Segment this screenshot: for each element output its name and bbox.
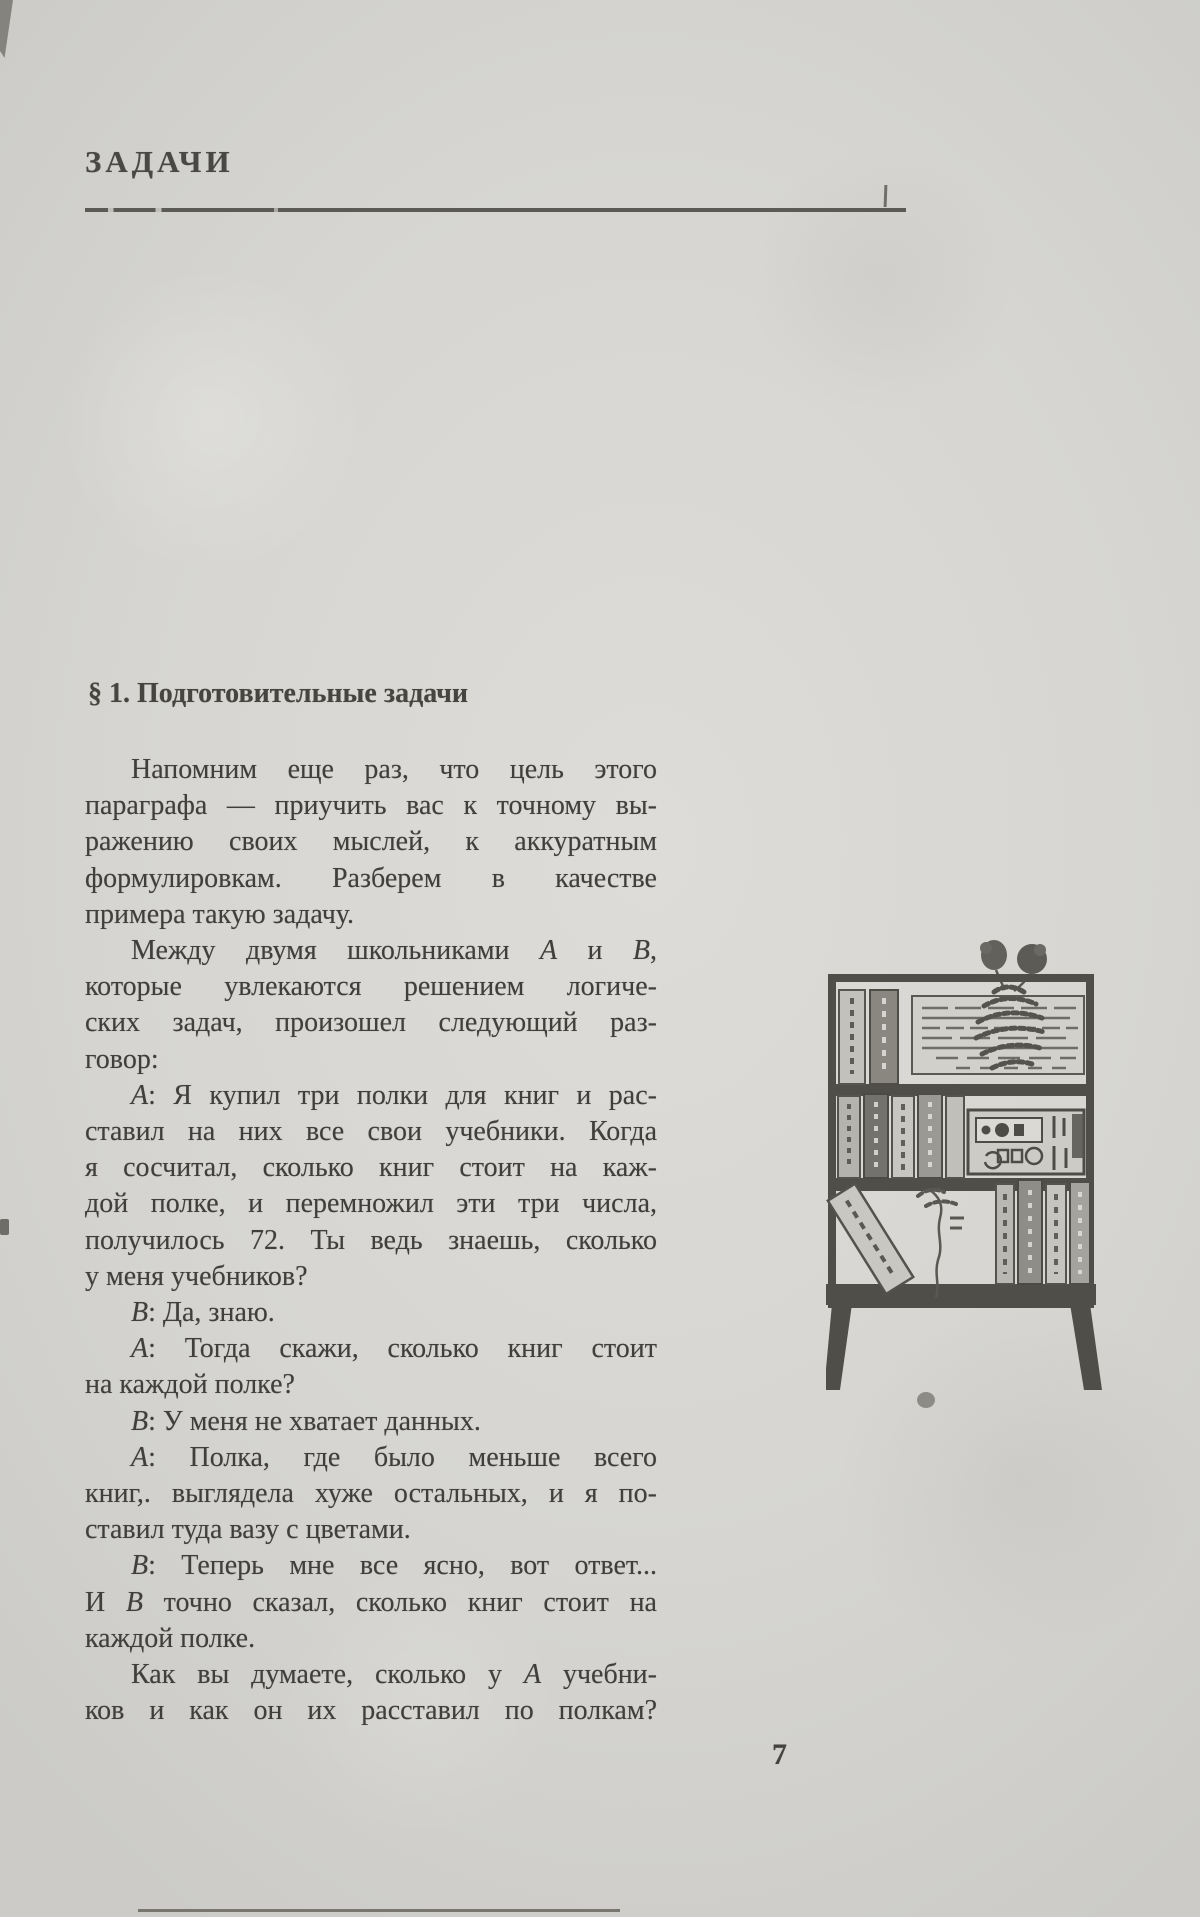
section-heading: § 1. Подготовительные задачи	[88, 678, 469, 709]
text-line: ставил туда вазу с цветами.	[85, 1514, 411, 1546]
bookshelf-illustration	[826, 938, 1106, 1413]
scan-bottom-edge-artifact	[138, 1909, 620, 1912]
text-line: В: Да, знаю.	[131, 1297, 275, 1329]
scan-tick-artifact	[884, 185, 888, 207]
text-line: получилось 72. Ты ведь знаешь, сколько	[85, 1224, 657, 1256]
text-line: каждой полке.	[85, 1622, 256, 1654]
scan-margin-artifact	[0, 1219, 9, 1235]
body-text	[85, 752, 657, 1729]
text-line: А: Я купил три полки для книг и рас-	[131, 1079, 657, 1111]
text-line: Как вы думаете, сколько у А учебни-	[131, 1659, 657, 1691]
text-line: ставил на них все свои учебники. Когда	[85, 1116, 657, 1148]
text-line: формулировкам. Разберем в качестве	[85, 862, 657, 894]
shelf-row-1	[839, 987, 1084, 1084]
text-line: которые увлекаются решением логиче-	[85, 971, 657, 1003]
text-line: книг,. выглядела хуже остальных, и я по-	[85, 1478, 657, 1510]
scan-dot-artifact	[917, 1392, 935, 1408]
text-line: ских задач, произошел следующий раз-	[85, 1007, 657, 1039]
text-line: примера такую задачу.	[85, 898, 354, 930]
text-line: я сосчитал, сколько книг стоит на каж-	[85, 1152, 657, 1184]
text-line: ражению своих мыслей, к аккуратным	[85, 826, 657, 858]
text-line: Напомним еще раз, что цель этого	[131, 754, 657, 785]
text-line: А: Тогда скажи, сколько книг стоит	[131, 1333, 657, 1365]
text-line: В: У меня не хватает данных.	[131, 1405, 481, 1437]
text-line: В: Теперь мне все ясно, вот ответ...	[131, 1550, 657, 1582]
radio-box	[968, 1110, 1084, 1174]
text-line: говор:	[85, 1043, 159, 1075]
flower-blobs	[980, 940, 1047, 991]
running-header: ЗАДАЧИ	[85, 144, 234, 179]
shelf-row-2	[838, 1094, 1084, 1178]
text-line: дой полке, и перемножил эти три числа,	[85, 1188, 657, 1220]
shelf-legs	[826, 1304, 1102, 1390]
text-line: ков и как он их расставил по полкам?	[85, 1695, 657, 1727]
scan-corner-smudge	[0, 0, 13, 58]
papers-stack	[912, 996, 1084, 1074]
header-rule	[85, 208, 906, 212]
shelf-row-3	[828, 1180, 1090, 1298]
text-line: параграфа — приучить вас к точному вы-	[85, 790, 657, 822]
text-line: А: Полка, где было меньше всего	[131, 1441, 657, 1473]
page-number: 7	[772, 1738, 787, 1771]
text-line: И В точно сказал, сколько книг стоит на	[85, 1586, 657, 1618]
text-line: Между двумя школьниками А и В,	[131, 935, 657, 967]
bookshelf-drawing	[826, 938, 1106, 1413]
text-line: у меня учебников?	[85, 1260, 308, 1292]
trailing-plant	[918, 1190, 964, 1298]
text-line: на каждой полке?	[85, 1369, 295, 1401]
